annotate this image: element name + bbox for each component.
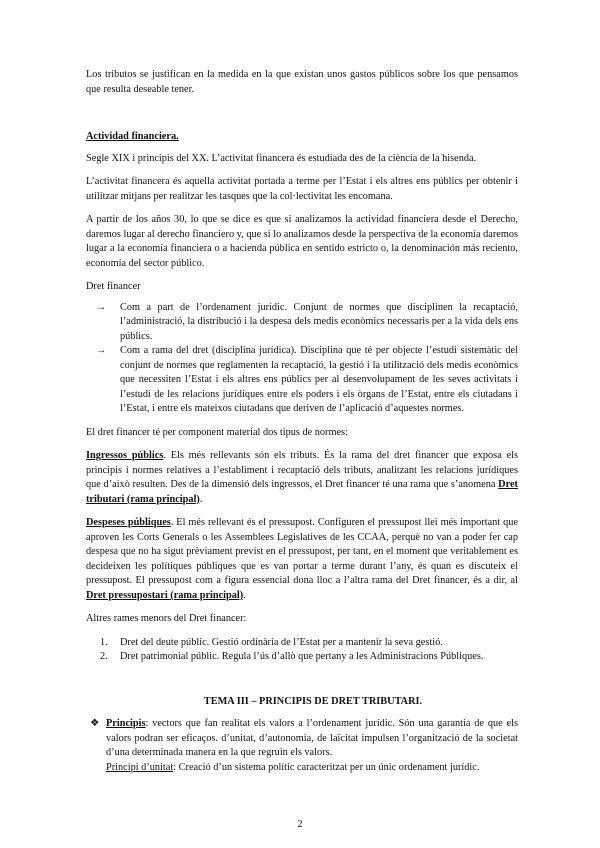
intro-paragraph: Los tributos se justifican en la medida en la que existan unos gastos públicos sobre los que pensamos que resulta deseable tener.: [86, 69, 518, 95]
paragraph-perspectives: A partir de los años 30, lo que se dice es que si analizamos la actividad financiera desde el Derecho, daremos lugar al derecho financiero y, que si lo analizamos desde la perspectiva de la economía daremos lugar a la economía financiera o a hacienda pública en sentido estricto o, la denominación más reciento, economía del sector público.: [86, 214, 518, 269]
list-item: [86, 301, 518, 345]
principi-unitat-label: Principi d’unitat: [106, 761, 174, 773]
list-item-text: Com a part de l’ordenament jurídic. Conjunt de normes que disciplinen la recaptació, l’administració, la distribució i la despesa dels medis econòmics necessaris per a la vida dels ens públics.: [120, 301, 518, 342]
arrow-icon: →: [96, 301, 107, 313]
list-item: [86, 650, 518, 665]
numbered-list: [86, 636, 518, 665]
dret-financer-label: Dret financer: [86, 281, 141, 292]
principis-paragraph: [106, 717, 518, 761]
diamond-bullet-icon: ❖: [90, 718, 100, 729]
principis-item: [86, 717, 518, 775]
principi-unitat-paragraph: [106, 761, 518, 776]
paragraph-altres-rames: Altres rames menors del Dret financer:: [86, 613, 247, 624]
paragraph-history: Segle XIX i principis del XX. L’activitat financera és estudiada des de la ciència de la hisenda.: [86, 152, 477, 164]
paragraph-definition: L’activitat financera és aquella activitat portada a terme per l’Estat i els altres ens públics per obtenir i utilitzar mitjans per realitzar les tasques que la col·lectivitat les encomana.: [86, 176, 518, 202]
list-item-text: Com a rama del dret (disciplina jurídica). Disciplina que té per objecte l’estudi sistemàtic del conjunt de normes que reglamenten la recaptació, la gestió i la utilització dels medis econòmics que necessiten l’Estat i els altres ens públics per al desenvolupament de les seves activitats i l’estudi de les relacions jurídiques entre els poders i els òrgans de l’Estat, entre els ciutadans i l’Estat, i entre els mateixos ciutadans que deriven de l’aplicació d’aquestes normes.: [120, 345, 518, 414]
list-number: 1.: [100, 636, 108, 648]
list-item: [86, 636, 518, 651]
principi-unitat-text: : Creació d’un sistema polític caracteritzat per un únic ordenament jurídic.: [173, 761, 480, 773]
list-item-text: Dret patrimonial públic. Regula l’ús d’allò que pertany a les Administracions Públiques.: [120, 651, 484, 662]
ingressos-label: Ingressos públics: [86, 450, 164, 461]
arrow-icon: →: [96, 345, 107, 356]
arrow-list: [86, 301, 518, 417]
despeses-label: Despeses públiques: [86, 517, 171, 528]
list-number: 2.: [100, 651, 108, 662]
section-heading: Actividad financiera.: [86, 131, 179, 142]
despeses-end: .: [243, 589, 246, 601]
page-number: 2: [297, 819, 303, 830]
paragraph-ingressos: [86, 449, 518, 507]
paragraph-despeses: [86, 516, 518, 603]
principis-label: Principis: [106, 718, 146, 729]
dret-tributari-term: Dret tributari (rama principal): [86, 479, 518, 505]
list-item-text: Dret del deute públic. Gestió ordinària de l’Estat per a mantenir la seva gestió.: [120, 636, 443, 648]
ingressos-text: . Els més rellevants són els tributs. És la rama del dret financer que exposa els principis i normes relatives a l’establiment i recaptació dels tributs, analitzant les relacions jurídiques que d’això resulten. Des de la dimensió dels ingressos, el Dret financer té una rama que s’anomena: [86, 450, 519, 490]
tema-title: TEMA III – PRINCIPIS DE DRET TRIBUTARI.: [203, 695, 423, 707]
despeses-text: . El més rellevant és el pressupost. Configuren el pressupost llei més important que aproven les Corts Generals o les Assemblees Legislatives de les CCAA, perquè no van a poder fer cap despesa que no ha sigut prèviament previst en el pressupost, per tant, en el moment que veritablement es decideixen les polítiques públiques que es van portar a terme durant l’any, és quan es discuteix el pressupost. El pressupost com a figura essencial dona lloc a l’altra rama del Dret financer, és a dir, al: [86, 517, 518, 586]
dret-pressupostari-term: Dret pressupostari (rama principal): [86, 589, 244, 601]
principis-text: : vectors que fan realitat els valors a l’ordenament jurídic. Són una garantia de que els valors podran ser eficaços. d’unitat, d’autonomia, de laïcitat impulsen l’organització de la societat d’una determinada manera en la que regruin els valors.: [106, 718, 518, 758]
ingressos-end: .: [199, 493, 203, 505]
list-item: [86, 344, 518, 417]
paragraph-components: El dret financer té per component material dos tipus de normes:: [86, 426, 348, 438]
